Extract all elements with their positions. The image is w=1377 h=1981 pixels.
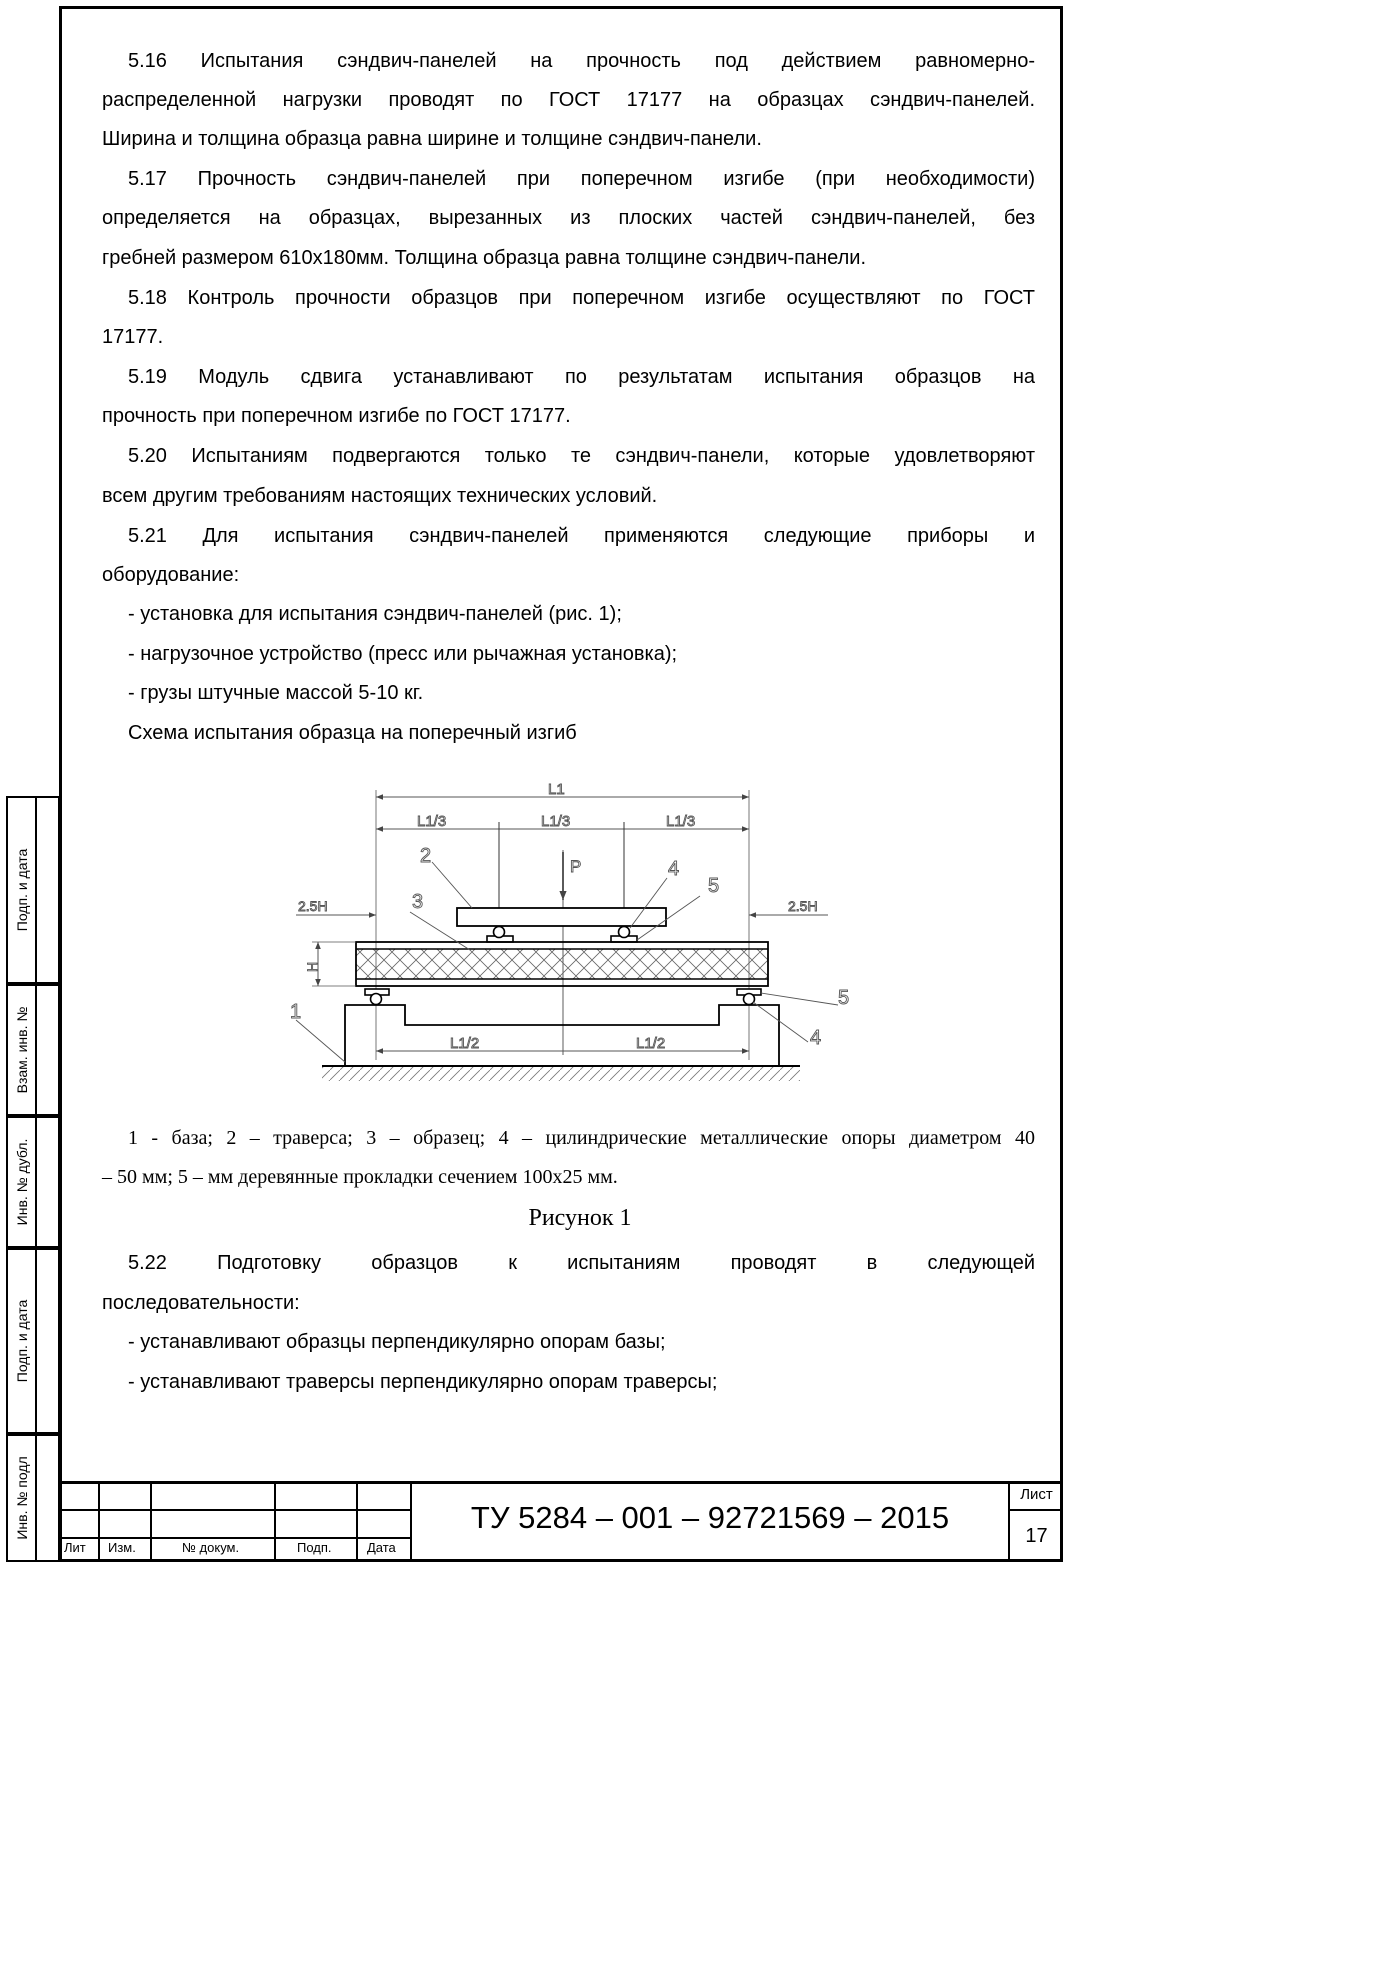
para-5-16-line-2: распределенной нагрузки проводят по ГОСТ 17177 на образцах сэндвич-панелей.	[102, 89, 1035, 111]
dim-label-l1-3-right: L1/3	[666, 813, 696, 830]
side-label-inv-podl: Инв. № подл	[13, 1456, 30, 1540]
side-field-vzam-inv	[6, 984, 60, 1116]
callout-2: 2	[420, 845, 432, 867]
list-item-1: - установка для испытания сэндвич-панелей (рис. 1);	[128, 603, 622, 625]
dim-label-2-5h-right: 2.5H	[788, 898, 818, 914]
traverse-roller-left	[494, 927, 505, 938]
callout-4-top: 4	[668, 858, 680, 880]
para-5-16-line-1: 5.16 Испытания сэндвич-панелей на прочность под действием равномерно-	[128, 50, 1035, 72]
title-block-data: Дата	[367, 1540, 396, 1555]
dim-label-l1-2-right: L1/2	[636, 1035, 666, 1052]
base	[345, 1005, 779, 1066]
title-block-dokum: № докум.	[182, 1540, 240, 1555]
side-label-inv-dubl: Инв. № дубл.	[13, 1138, 30, 1226]
side-label-podp-data-bottom: Подп. и дата	[13, 1299, 30, 1383]
dim-label-l1-3-mid: L1/3	[541, 813, 571, 830]
side-field-podp-data-top	[6, 796, 60, 984]
callout-1: 1	[290, 1001, 302, 1023]
specimen-core	[356, 949, 768, 979]
dim-label-l1: L1	[548, 781, 565, 798]
callout-4-bottom: 4	[810, 1027, 822, 1049]
dim-label-l1-2-left: L1/2	[450, 1035, 480, 1052]
para-5-21-line-1: 5.21 Для испытания сэндвич-панелей применяются следующие приборы и	[128, 525, 1035, 547]
leader-2	[432, 862, 472, 908]
side-label-vzam-inv: Взам. инв. №	[13, 1006, 30, 1094]
dim-label-h: H	[304, 961, 320, 972]
leader-5-bottom	[761, 993, 838, 1005]
side-field-podp-data-bottom	[6, 1248, 60, 1434]
list-item-3: - грузы штучные массой 5-10 кг.	[128, 682, 424, 704]
para-5-18-line-1: 5.18 Контроль прочности образцов при поперечном изгибе осуществляют по ГОСТ	[128, 287, 1035, 309]
para-5-17-line-2: определяется на образцах, вырезанных из плоских частей сэндвич-панелей, без	[102, 207, 1035, 229]
para-5-17-line-1: 5.17 Прочность сэндвич-панелей при поперечном изгибе (при необходимости)	[128, 168, 1035, 190]
title-block-lit: Лит	[64, 1540, 86, 1555]
scheme-title: Схема испытания образца на поперечный изгиб	[128, 722, 577, 744]
leader-1	[296, 1020, 345, 1062]
side-label-podp-data-top: Подп. и дата	[13, 848, 30, 932]
figure-label: Рисунок 1	[528, 1205, 632, 1231]
base-roller-left	[371, 994, 382, 1005]
base-roller-right	[744, 994, 755, 1005]
para-5-19-line-1: 5.19 Модуль сдвига устанавливают по результатам испытания образцов на	[128, 366, 1035, 388]
para-5-22-line-2: последовательности:	[102, 1292, 300, 1314]
para-5-17-line-3: гребней размером 610х180мм. Толщина образца равна толщине сэндвич-панели.	[102, 247, 867, 269]
para-5-18-line-2: 17177.	[102, 326, 164, 348]
dim-label-l1-3-left: L1/3	[417, 813, 447, 830]
load-label-p: P	[570, 857, 582, 876]
side-field-inv-podl	[6, 1434, 60, 1562]
sheet-label: Лист	[1020, 1486, 1053, 1503]
traverse-roller-right	[619, 927, 630, 938]
callout-3: 3	[412, 891, 424, 913]
para-5-20-line-2: всем другим требованиям настоящих технических условий.	[102, 485, 658, 507]
list-item-5: - устанавливают траверсы перпендикулярно опорам траверсы;	[128, 1371, 718, 1393]
callout-5-top: 5	[708, 875, 720, 897]
ground-hatch	[322, 1067, 800, 1081]
callout-5-bottom: 5	[838, 987, 850, 1009]
title-block-podp: Подп.	[297, 1540, 332, 1555]
traverse	[457, 908, 666, 926]
para-5-16-line-3: Ширина и толщина образца равна ширине и толщине сэндвич-панели.	[102, 128, 762, 150]
list-item-4: - устанавливают образцы перпендикулярно опорам базы;	[128, 1331, 666, 1353]
figure-caption-line-1: 1 - база; 2 – траверса; 3 – образец; 4 – цилиндрические металлические опоры диаметром 40	[128, 1127, 1035, 1149]
list-item-2: - нагрузочное устройство (пресс или рычажная установка);	[128, 643, 678, 665]
para-5-20-line-1: 5.20 Испытаниям подвергаются только те сэндвич-панели, которые удовлетворяют	[128, 445, 1035, 467]
document-designation: ТУ 5284 – 001 – 92721569 – 2015	[470, 1500, 950, 1535]
title-block-izm: Изм.	[108, 1540, 136, 1555]
para-5-21-line-2: оборудование:	[102, 564, 240, 586]
dim-label-2-5h-left: 2.5H	[298, 898, 328, 914]
figure-caption-line-2: – 50 мм; 5 – мм деревянные прокладки сечением 100х25 мм.	[102, 1166, 618, 1188]
para-5-22-line-1: 5.22 Подготовку образцов к испытаниям проводят в следующей	[128, 1252, 1035, 1274]
leader-4-bottom	[753, 1002, 808, 1042]
sheet-number: 17	[1025, 1525, 1048, 1547]
para-5-19-line-2: прочность при поперечном изгибе по ГОСТ 17177.	[102, 405, 571, 427]
bending-test-figure	[280, 772, 880, 1092]
